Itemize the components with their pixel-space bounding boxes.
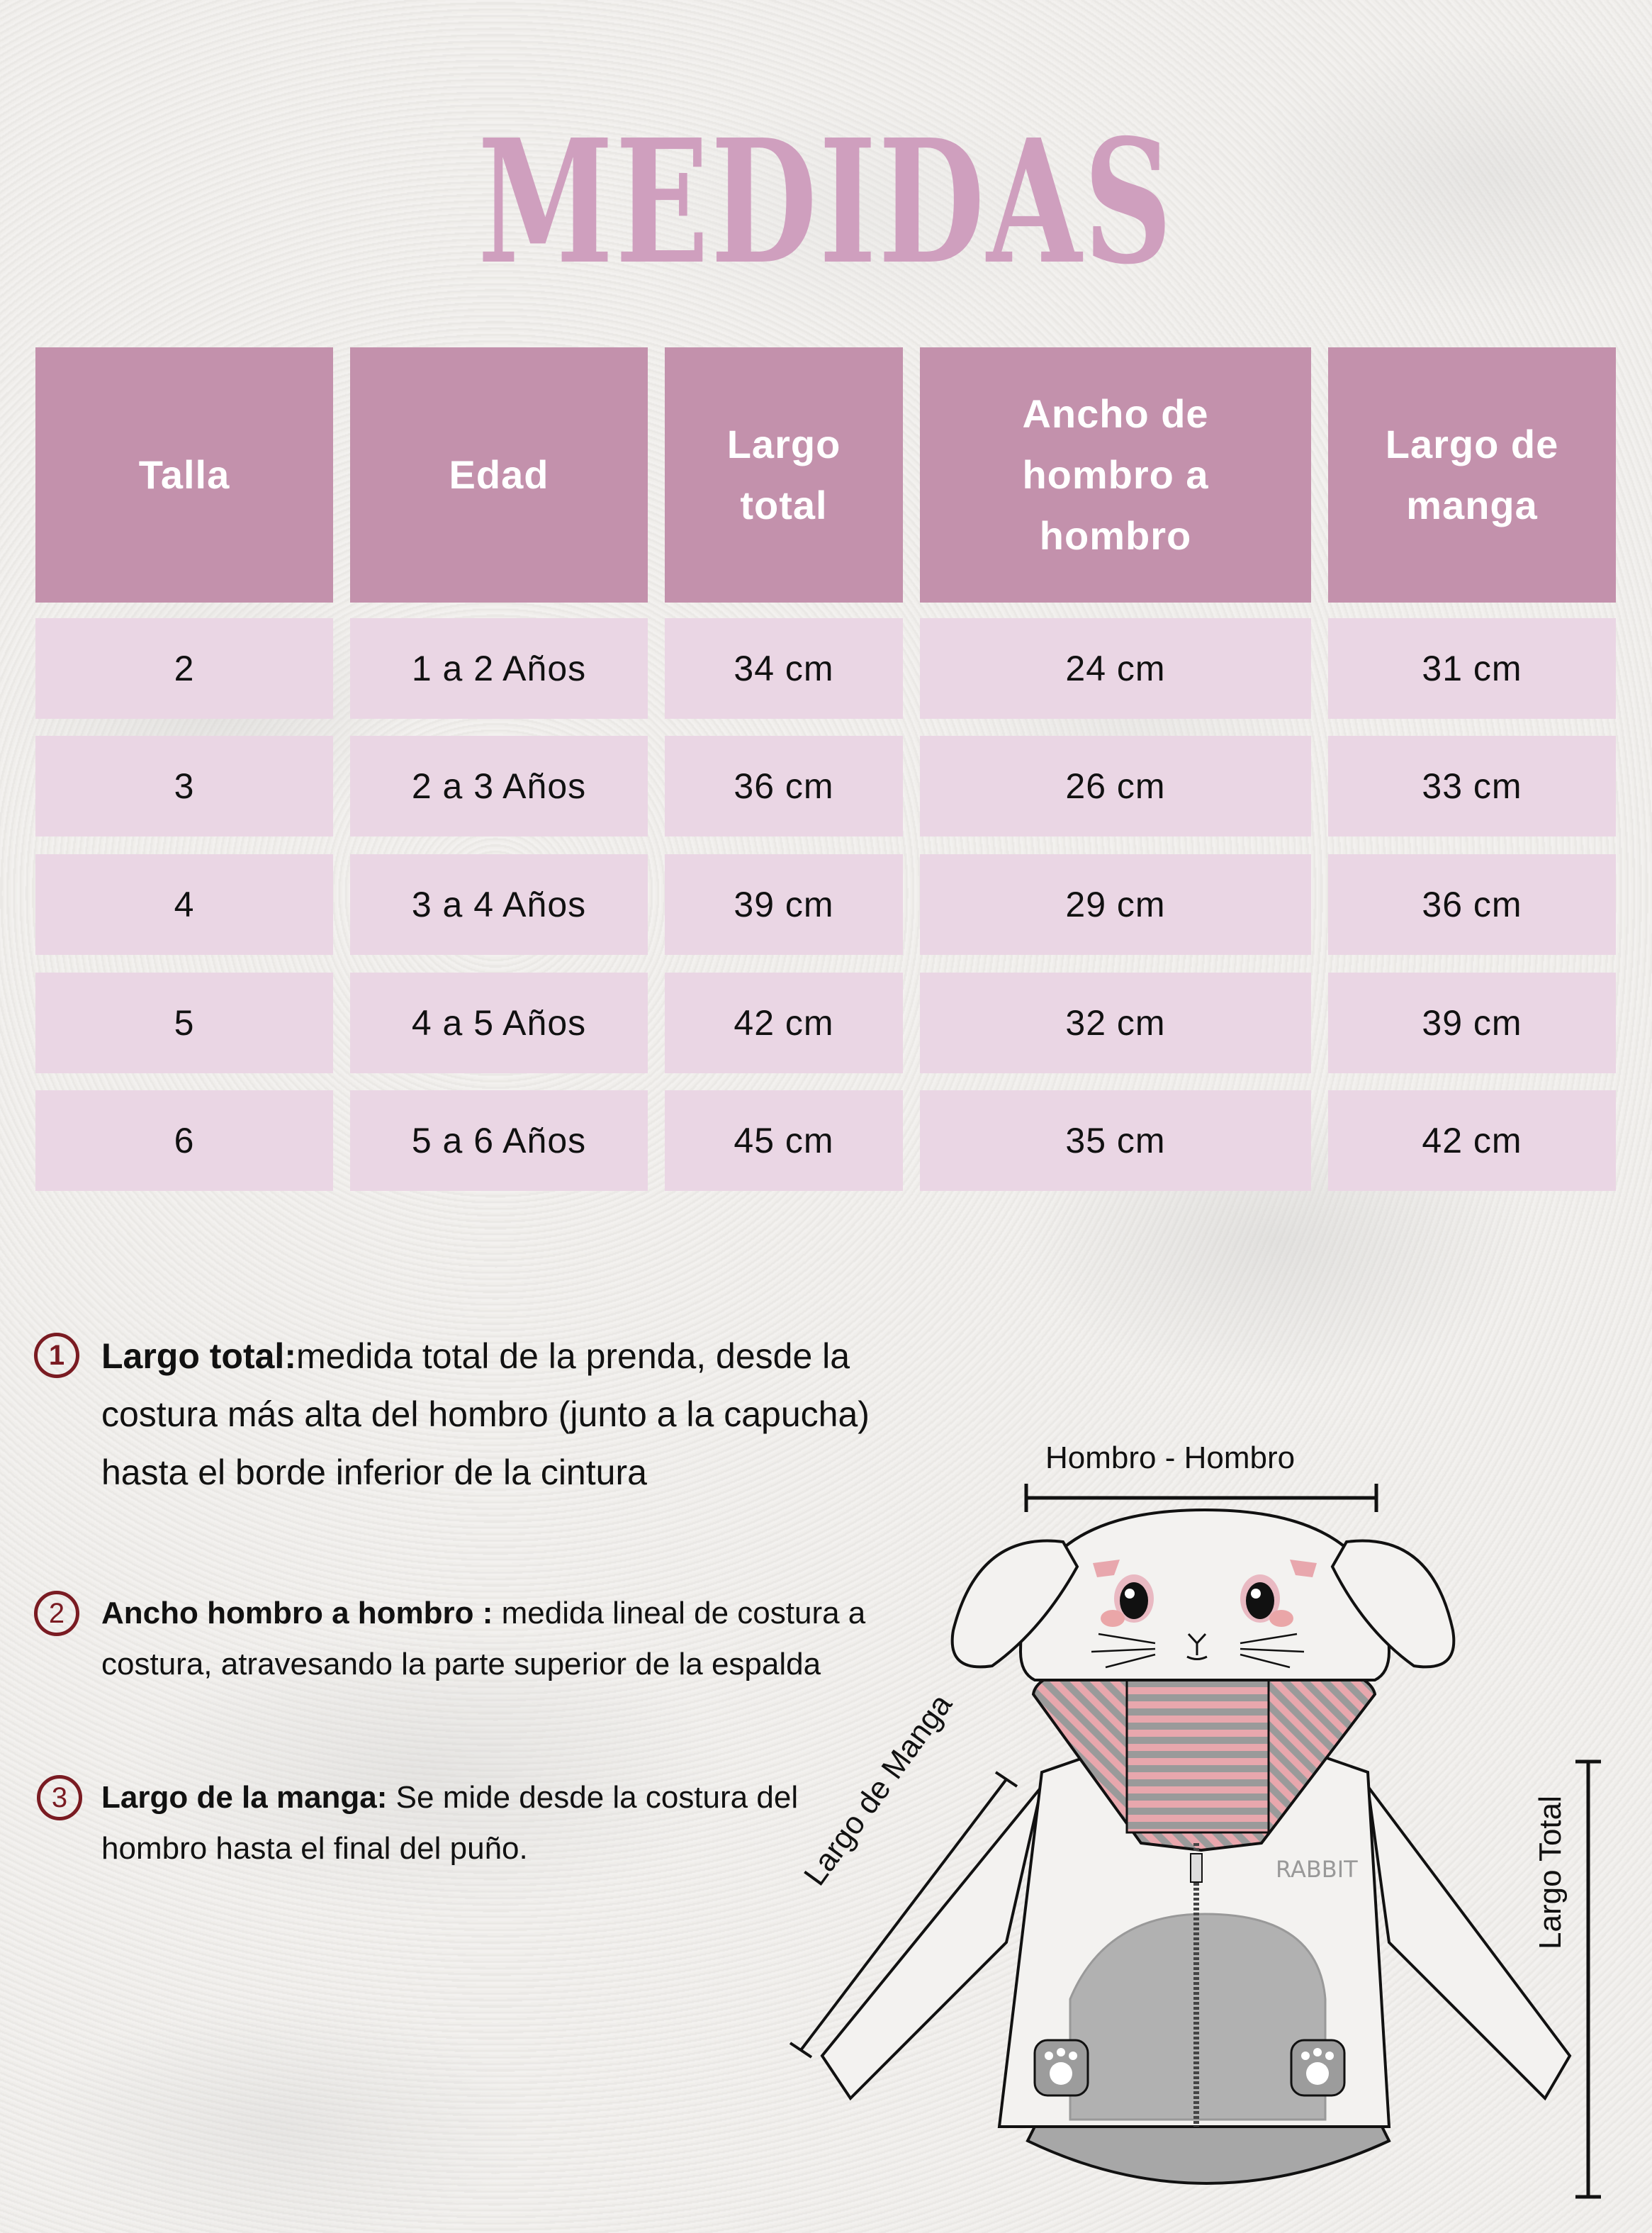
table-cell: 36 cm bbox=[665, 736, 903, 836]
header-cell-largo-de-manga bbox=[1328, 347, 1616, 603]
table-cell: 3 bbox=[35, 736, 333, 836]
note-text: medida total de la prenda, desde la costura más alta del hombro (junto a la capucha) hasta el borde inferior de la cintura bbox=[101, 1336, 870, 1492]
table-cell: 4 a 5 Años bbox=[350, 973, 648, 1073]
page-title: MEDIDAS bbox=[478, 102, 1174, 302]
header-cell-edad bbox=[350, 347, 648, 603]
header-label: Edad bbox=[449, 452, 549, 497]
table-cell: 35 cm bbox=[920, 1090, 1311, 1191]
note-label: Ancho hombro a hombro : bbox=[101, 1596, 493, 1630]
table-cell: 2 a 3 Años bbox=[350, 736, 648, 836]
shoulder-measure-label: Hombro - Hombro bbox=[1045, 1440, 1296, 1475]
table-cell: 33 cm bbox=[1328, 736, 1616, 836]
jacket-diagram bbox=[765, 1432, 1652, 2233]
table-cell: 6 bbox=[35, 1090, 333, 1191]
sleeve-measure-label: Largo de Manga bbox=[797, 1687, 960, 1892]
number-3-circle-icon: 3 bbox=[37, 1775, 82, 1820]
table-cell: 34 cm bbox=[665, 618, 903, 719]
table-cell: 36 cm bbox=[1328, 854, 1616, 955]
table-cell: 32 cm bbox=[920, 973, 1311, 1073]
rabbit-hoodie-illustration bbox=[765, 1432, 1652, 2233]
number-2-circle-icon: 2 bbox=[34, 1591, 79, 1636]
table-cell: 26 cm bbox=[920, 736, 1311, 836]
number-1-circle-icon: 1 bbox=[34, 1333, 79, 1378]
table-cell: 39 cm bbox=[665, 854, 903, 955]
table-cell: 45 cm bbox=[665, 1090, 903, 1191]
note-label: Largo total: bbox=[101, 1336, 296, 1376]
brand-text: RABBIT bbox=[1276, 1856, 1358, 1883]
header-label: Talla bbox=[138, 452, 230, 497]
table-cell: 5 a 6 Años bbox=[350, 1090, 648, 1191]
table-cell: 39 cm bbox=[1328, 973, 1616, 1073]
header-label: Largo de manga bbox=[1385, 422, 1559, 527]
table-cell: 4 bbox=[35, 854, 333, 955]
note-text: Se mide desde la costura del hombro hasta el final del puño. bbox=[101, 1780, 799, 1866]
note-label: Largo de la manga: bbox=[101, 1780, 388, 1815]
table-cell: 3 a 4 Años bbox=[350, 854, 648, 955]
table-cell: 2 bbox=[35, 618, 333, 719]
header-label: Ancho de hombro a hombro bbox=[1022, 391, 1209, 558]
header-cell-largo-total bbox=[665, 347, 903, 603]
table-cell: 29 cm bbox=[920, 854, 1311, 955]
table-cell: 42 cm bbox=[665, 973, 903, 1073]
note-text: medida lineal de costura a costura, atravesando la parte superior de la espalda bbox=[101, 1596, 866, 1681]
header-label: Largo total bbox=[726, 422, 841, 527]
header-cell-ancho-de-hombro-a-hombro bbox=[920, 347, 1311, 603]
table-cell: 5 bbox=[35, 973, 333, 1073]
header-cell-talla bbox=[35, 347, 333, 603]
total-length-label: Largo Total bbox=[1533, 1796, 1568, 1949]
table-cell: 42 cm bbox=[1328, 1090, 1616, 1191]
table-cell: 1 a 2 Años bbox=[350, 618, 648, 719]
table-cell: 31 cm bbox=[1328, 618, 1616, 719]
table-cell: 24 cm bbox=[920, 618, 1311, 719]
